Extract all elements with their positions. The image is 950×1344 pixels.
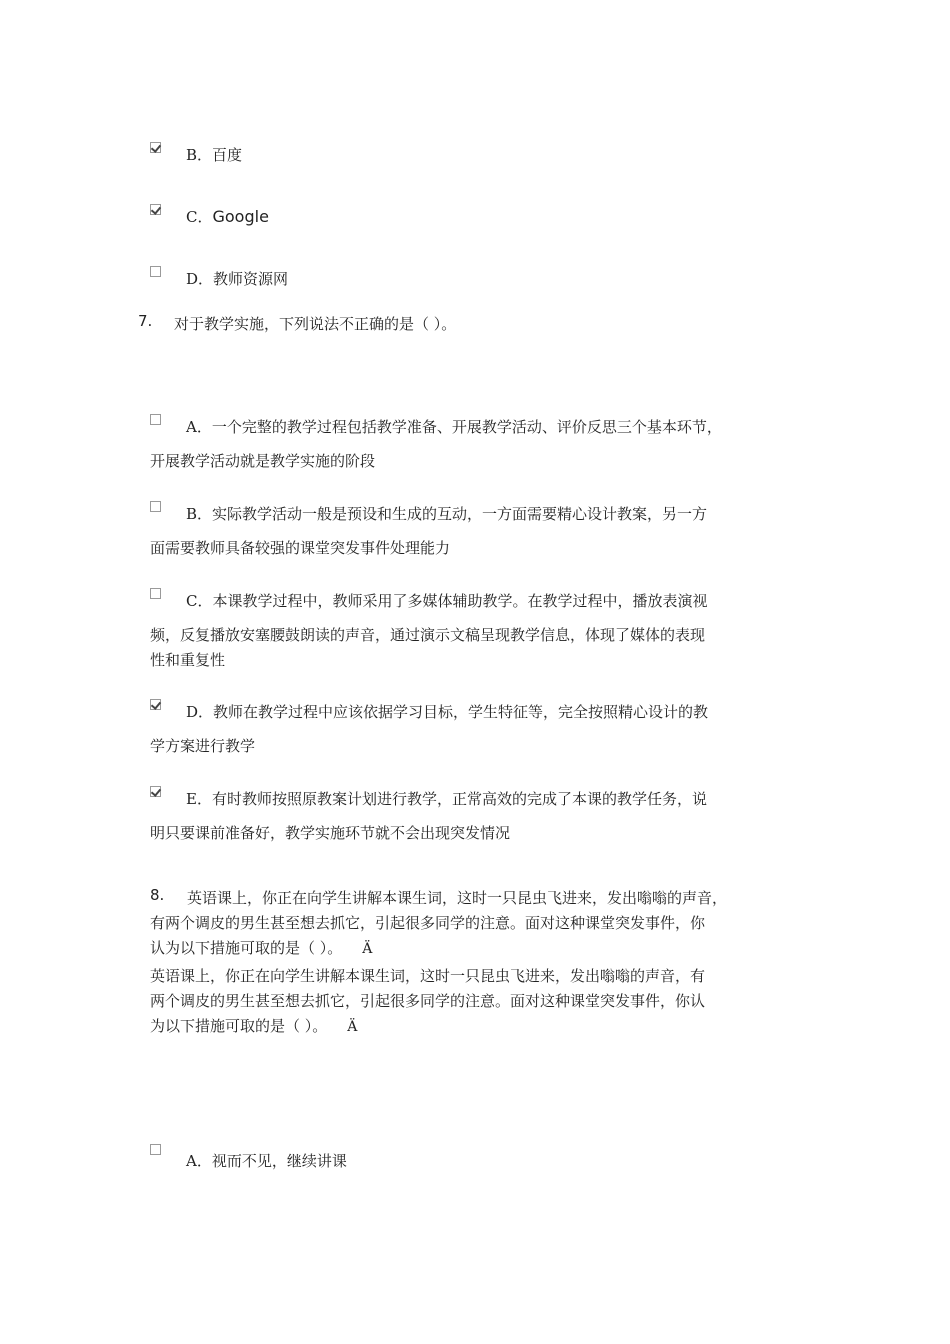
question-8-glyph: Ä: [362, 941, 373, 957]
q7-option-a-line1: A．一个完整的教学过程包括教学准备、开展教学活动、评价反思三个基本环节，: [186, 418, 722, 436]
option-b-label: B．百度: [186, 146, 243, 164]
question-8-repeat-glyph: Ä: [347, 1019, 358, 1035]
option-c-prefix: C．: [186, 208, 213, 226]
question-8-line2: 有两个调皮的男生甚至想去抓它，引起很多同学的注意。面对这种课堂突发事件，你: [150, 914, 706, 932]
question-8-number: 8.: [150, 886, 165, 904]
question-7-text: 对于教学实施，下列说法不正确的是（ ）。: [174, 315, 457, 333]
q7-option-e-line1: E．有时教师按照原教案计划进行教学，正常高效的完成了本课的教学任务，说: [186, 790, 707, 808]
option-b-checkbox[interactable]: [150, 142, 161, 153]
option-c-checkbox[interactable]: [150, 204, 161, 215]
q7-option-a: [150, 415, 805, 474]
q7-option-e: [150, 787, 805, 846]
option-d-label: D．教师资源网: [186, 270, 289, 288]
question-8-line1: 英语课上，你正在向学生讲解本课生词，这时一只昆虫飞进来，发出嗡嗡的声音，: [187, 889, 728, 907]
q8-option-a-checkbox[interactable]: [150, 1144, 161, 1155]
q7-option-c-line1: C．本课教学过程中，教师采用了多媒体辅助教学。在教学过程中，播放表演视: [186, 592, 708, 610]
option-c-google: Google: [212, 207, 269, 226]
option-c-label: [186, 206, 269, 227]
question-8-line3-wrap: [150, 936, 805, 962]
option-d-checkbox[interactable]: [150, 266, 161, 277]
q7-option-a-line2: 开展教学活动就是教学实施的阶段: [150, 452, 376, 470]
q7-option-c-line3: 性和重复性: [150, 651, 226, 669]
q7-option-c: [150, 589, 805, 673]
q7-option-d-line1: D．教师在教学过程中应该依据学习目标，学生特征等，完全按照精心设计的教: [186, 703, 709, 721]
q7-option-b: [150, 502, 805, 561]
q7-option-b-line2: 面需要教师具备较强的课堂突发事件处理能力: [150, 539, 451, 557]
question-7-number: 7.: [138, 312, 153, 330]
q7-option-d-line2: 学方案进行教学: [150, 737, 256, 755]
q8-option-a-label: A．视而不见，继续讲课: [186, 1152, 347, 1170]
question-8-line3: 认为以下措施可取的是（ ）。: [150, 939, 343, 957]
question-8-repeat-line1: 英语课上，你正在向学生讲解本课生词，这时一只昆虫飞进来，发出嗡嗡的声音，有: [150, 967, 706, 985]
q7-option-b-line1: B．实际教学活动一般是预设和生成的互动，一方面需要精心设计教案，另一方: [186, 505, 708, 523]
question-8-repeat-line3: 为以下措施可取的是（ ）。: [150, 1017, 328, 1035]
question-8-repeat-line2: 两个调皮的男生甚至想去抓它，引起很多同学的注意。面对这种课堂突发事件，你认: [150, 992, 706, 1010]
q7-option-e-line2: 明只要课前准备好，教学实施环节就不会出现突发情况: [150, 824, 511, 842]
q7-option-c-line2: 频，反复播放安塞腰鼓朗读的声音，通过演示文稿呈现教学信息，体现了媒体的表现: [150, 626, 706, 644]
q7-option-d: [150, 700, 805, 759]
question-8-repeat-line3-wrap: [150, 1014, 805, 1040]
question-8-text: [150, 886, 805, 1040]
